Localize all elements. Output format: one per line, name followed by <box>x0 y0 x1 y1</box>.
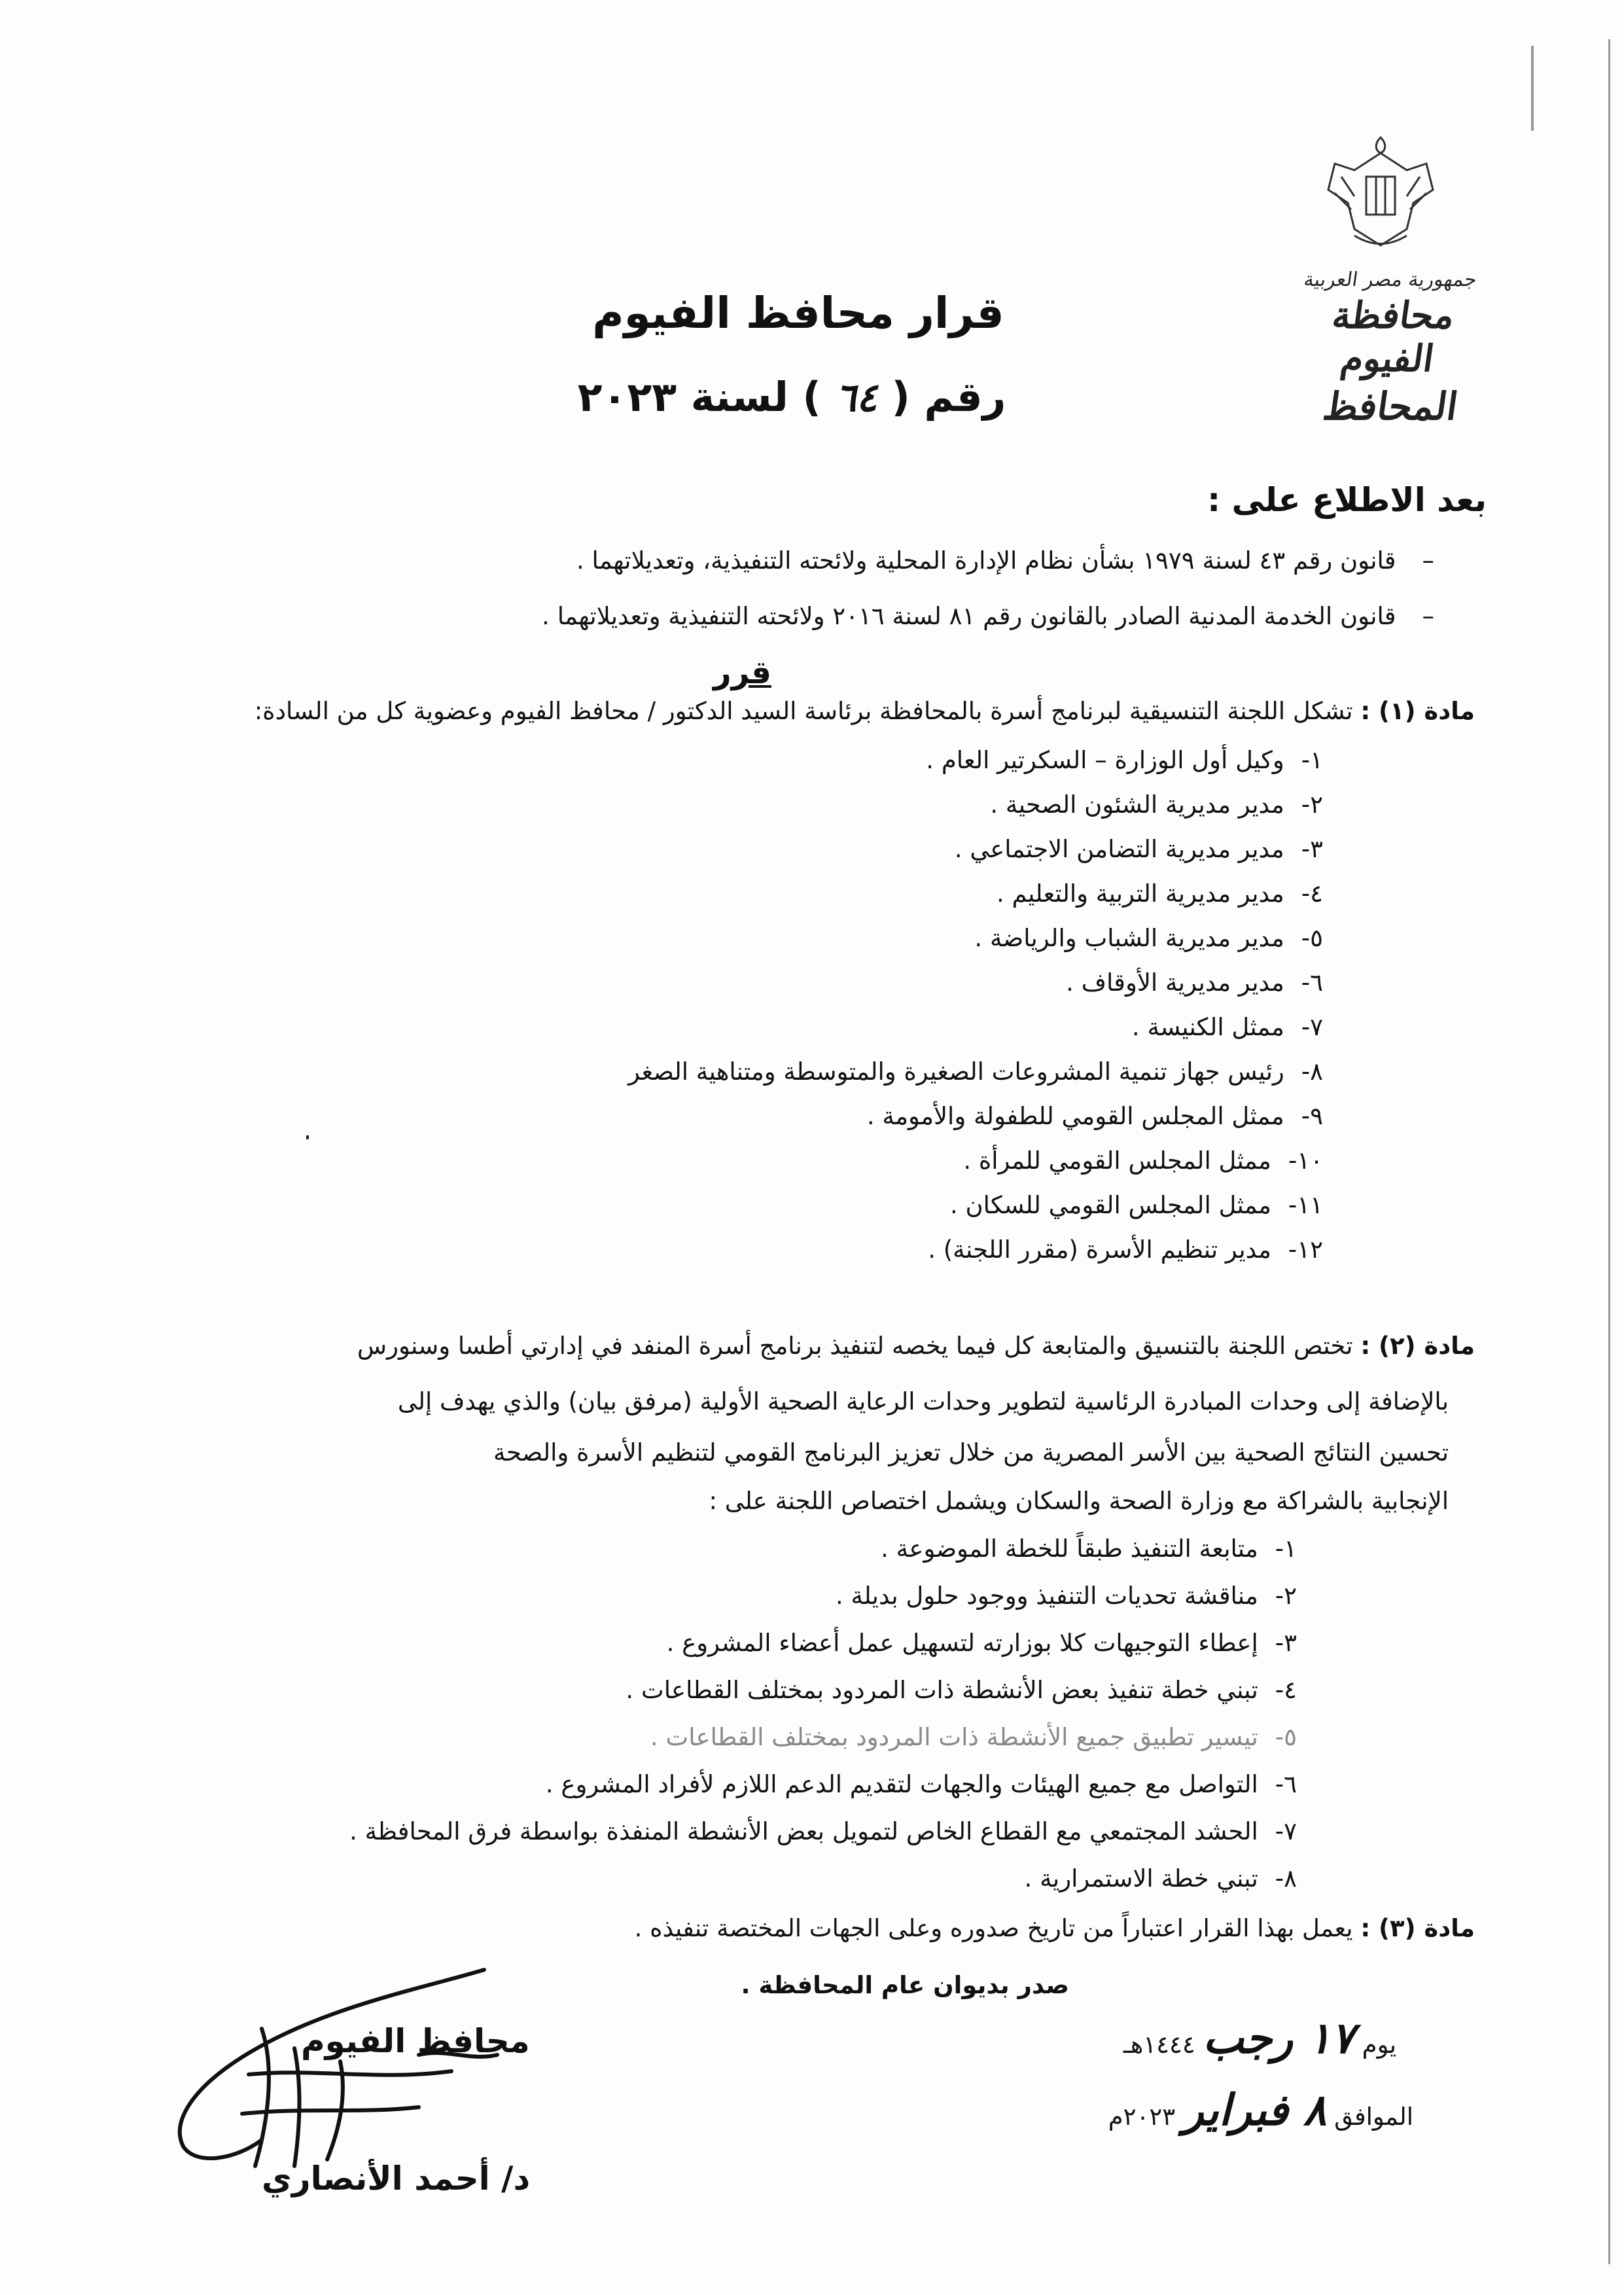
item-number: ١- <box>1301 746 1323 774</box>
committee-member-item <box>926 746 1323 774</box>
item-number: ٣- <box>1301 835 1323 863</box>
item-number: ١٢- <box>1288 1236 1323 1264</box>
gregorian-date <box>1108 2084 1413 2135</box>
item-text: مدير مديرية التضامن الاجتماعي . <box>954 835 1284 863</box>
item-text: التواصل مع جميع الهيئات والجهات لتقديم الدعم اللازم لأفراد المشروع . <box>545 1770 1258 1798</box>
item-number: ٧- <box>1275 1817 1297 1845</box>
hijri-date <box>1123 2012 1396 2063</box>
item-number: ٥- <box>1275 1723 1297 1751</box>
item-text: رئيس جهاز تنمية المشروعات الصغيرة والمتوسطة ومتناهية الصغر <box>628 1058 1284 1086</box>
item-number: ١١- <box>1288 1191 1323 1219</box>
committee-duty-item <box>836 1582 1297 1610</box>
committee-duty-item <box>546 1770 1297 1798</box>
item-text: الحشد المجتمعي مع القطاع الخاص لتمويل بعض الأنشطة المنفذة بواسطة فرق المحافظة . <box>349 1817 1258 1845</box>
decree-number-suffix: ) لسنة ٢٠٢٣ <box>577 373 821 421</box>
item-number: ٢- <box>1275 1582 1297 1610</box>
item-text: إعطاء التوجيهات كلا بوزارته لتسهيل عمل أعضاء المشروع . <box>666 1629 1258 1657</box>
article-2-line: بالإضافة إلى وحدات المبادرة الرئاسية لتطوير وحدات الرعاية الصحية الأولية (مرفق بيان) والذي يهدف إلى <box>397 1387 1449 1415</box>
article-label: مادة (٣) : <box>1360 1914 1475 1942</box>
item-number: ٨- <box>1301 1058 1323 1086</box>
decided-heading: قرر <box>713 654 771 691</box>
item-text: ممثل المجلس القومي للطفولة والأمومة . <box>866 1102 1284 1130</box>
after-review-heading: بعد الاطلاع على : <box>1207 481 1487 519</box>
article-text: يعمل بهذا القرار اعتباراً من تاريخ صدوره وعلى الجهات المختصة تنفيذه . <box>634 1914 1353 1942</box>
item-number: ٧- <box>1301 1013 1323 1041</box>
committee-member-item <box>963 1147 1323 1175</box>
article-label: مادة (١) : <box>1360 697 1475 725</box>
committee-member-item <box>950 1191 1323 1219</box>
stamp-governor: المحافظ <box>1320 384 1461 429</box>
decree-number-prefix: رقم ( <box>891 373 1006 421</box>
signer-name: د/ أحمد الأنصاري <box>262 2160 531 2197</box>
item-text: مدير تنظيم الأسرة (مقرر اللجنة) . <box>928 1236 1271 1264</box>
committee-member-item <box>974 924 1323 952</box>
committee-member-item <box>997 880 1323 908</box>
law-reference-2: –قانون الخدمة المدنية الصادر بالقانون رقم ٨١ لسنة ٢٠١٦ ولائحته التنفيذية وتعديلاتهما . <box>542 602 1434 630</box>
item-text: ممثل المجلس القومي للمرأة . <box>963 1147 1271 1175</box>
gregorian-label: الموافق <box>1334 2103 1413 2131</box>
article-3 <box>635 1914 1475 1942</box>
scan-edge-line <box>1608 39 1610 2264</box>
ink-speck <box>306 1135 309 1139</box>
article-label: مادة (٢) : <box>1360 1332 1475 1360</box>
law-text: قانون رقم ٤٣ لسنة ١٩٧٩ بشأن نظام الإدارة المحلية ولائحته التنفيذية، وتعديلاتهما . <box>576 546 1396 575</box>
law-reference-1: –قانون رقم ٤٣ لسنة ١٩٧٩ بشأن نظام الإدارة المحلية ولائحته التنفيذية، وتعديلاتهما . <box>576 546 1434 575</box>
committee-duty-item <box>881 1535 1297 1563</box>
item-text: تبني خطة الاستمرارية . <box>1024 1864 1258 1893</box>
scan-mark <box>1531 46 1534 131</box>
item-text: تبني خطة تنفيذ بعض الأنشطة ذات المردود بمختلف القطاعات . <box>626 1676 1258 1704</box>
committee-member-item <box>990 791 1323 819</box>
governorate-stamp <box>1282 268 1498 429</box>
issued-at: صدر بديوان عام المحافظة . <box>741 1971 1069 1999</box>
committee-duty-item <box>349 1817 1297 1845</box>
item-text: ممثل الكنيسة . <box>1131 1013 1284 1041</box>
law-text: قانون الخدمة المدنية الصادر بالقانون رقم ٨١ لسنة ٢٠١٦ ولائحته التنفيذية وتعديلاتهما . <box>542 602 1396 630</box>
committee-duty-item <box>650 1723 1297 1751</box>
committee-duty-item <box>626 1676 1297 1704</box>
item-text: مدير مديرية الشئون الصحية . <box>990 791 1284 819</box>
committee-member-item <box>867 1102 1323 1130</box>
eagle-emblem-icon <box>1315 131 1446 255</box>
article-2 <box>357 1332 1475 1360</box>
item-text: متابعة التنفيذ طبقاً للخطة الموضوعة . <box>881 1535 1258 1563</box>
handwritten-signature <box>144 1950 550 2186</box>
item-number: ٤- <box>1275 1676 1297 1704</box>
committee-member-item <box>628 1058 1323 1086</box>
item-number: ١٠- <box>1288 1147 1323 1175</box>
item-text: تيسير تطبيق جميع الأنشطة ذات المردود بمختلف القطاعات . <box>650 1723 1258 1751</box>
article-text: تختص اللجنة بالتنسيق والمتابعة كل فيما يخصه لتنفيذ برنامج أسرة المنفد في إدارتي أطسا وسنورس <box>357 1332 1353 1360</box>
day-label: يوم <box>1362 2031 1396 2059</box>
article-text: تشكل اللجنة التنسيقية لبرنامج أسرة بالمحافظة برئاسة السيد الدكتور / محافظ الفيوم وعضوية كل من السادة: <box>254 697 1353 725</box>
item-number: ٤- <box>1301 880 1323 908</box>
stamp-governorate: محافظة الفيوم <box>1330 294 1458 380</box>
item-number: ٨- <box>1275 1864 1297 1893</box>
item-text: ممثل المجلس القومي للسكان . <box>949 1191 1271 1219</box>
committee-member-item <box>1066 969 1323 997</box>
item-number: ٣- <box>1275 1629 1297 1657</box>
item-number: ٩- <box>1301 1102 1323 1130</box>
committee-member-item <box>1132 1013 1323 1041</box>
gregorian-year: ٢٠٢٣م <box>1108 2103 1176 2131</box>
article-2-line: تحسين النتائج الصحية بين الأسر المصرية من خلال تعزيز البرنامج القومي لتنظيم الأسرة والصحة <box>493 1438 1449 1467</box>
committee-duty-item <box>667 1629 1297 1657</box>
item-number: ٢- <box>1301 791 1323 819</box>
gregorian-date-handwritten: ٨ فبراير <box>1182 2084 1327 2135</box>
article-1 <box>255 697 1475 725</box>
committee-member-item <box>955 835 1323 863</box>
decree-number <box>537 373 1047 421</box>
item-number: ٥- <box>1301 924 1323 952</box>
item-number: ١- <box>1275 1535 1297 1563</box>
item-text: مدير مديرية الأوقاف . <box>1066 969 1284 997</box>
item-number: ٦- <box>1275 1770 1297 1798</box>
signer-title: محافظ الفيوم <box>301 2022 530 2060</box>
article-2-line: الإنجابية بالشراكة مع وزارة الصحة والسكان ويشمل اختصاص اللجنة على : <box>709 1487 1449 1515</box>
committee-member-item <box>928 1236 1323 1264</box>
decree-number-handwritten: ٦٤ <box>835 375 877 421</box>
committee-duty-item <box>1025 1864 1297 1893</box>
stamp-country: جمهورية مصر العربية <box>1302 268 1479 291</box>
decree-title: قرار محافظ الفيوم <box>592 288 1004 338</box>
item-text: مدير مديرية التربية والتعليم . <box>997 880 1284 908</box>
item-number: ٦- <box>1301 969 1323 997</box>
item-text: مناقشة تحديات التنفيذ ووجود حلول بديلة . <box>836 1582 1258 1610</box>
item-text: وكيل أول الوزارة – السكرتير العام . <box>926 746 1284 774</box>
hijri-year: ١٤٤٤هـ <box>1123 2031 1195 2059</box>
item-text: مدير مديرية الشباب والرياضة . <box>974 924 1284 952</box>
hijri-date-handwritten: ١٧ رجب <box>1203 2012 1354 2063</box>
